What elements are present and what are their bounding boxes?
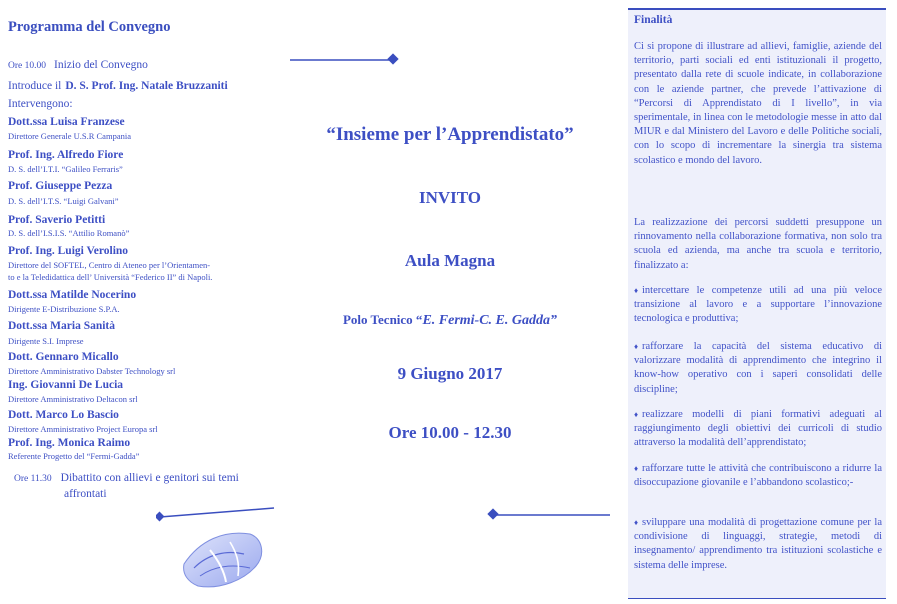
intro-prefix: Introduce il [8, 80, 62, 92]
goals-panel [628, 8, 886, 599]
diamond-icon: ♦ [634, 410, 639, 419]
diamond-icon: ♦ [634, 464, 639, 473]
school-title: E. Fermi-C. E. Gadda” [422, 313, 558, 328]
intro-row [8, 76, 228, 94]
event-title: “Insieme per l’Apprendistato” [326, 124, 574, 145]
speaker-name: Prof. Saverio Petitti [8, 214, 106, 226]
speaker-role: Referente Progetto del “Fermi-Gadda” [8, 451, 140, 461]
speaker-name: Prof. Ing. Alfredo Fiore [8, 149, 124, 161]
debate-text: Dibattito con allievi e genitori sui temi [60, 472, 239, 484]
bottom-decorative-rule [486, 508, 610, 522]
goal-text: rafforzare tutte le attività che contribuiscono a ridurre la disoccupazione giovanile e l’abbandono scolastico;- [634, 463, 882, 489]
speaker-role: Direttore Amministrativo Dabster Technology srl [8, 366, 176, 376]
goals-paragraph: La realizzazione dei percorsi suddetti presuppone un rinnovamento nella collaborazione formativa, non solo tra scuola ed azienda, ma anche tra scuola e territorio, finalizzato a: [634, 217, 882, 271]
invito-label: INVITO [418, 188, 482, 207]
goal-text: sviluppare una modalità di progettazione comune per la condivisione di linguaggi, strategie, metodi di insegnamento/ apprendimento tra istituzioni scolastiche e sistema delle imprese. [634, 517, 882, 571]
goal-bullet [628, 340, 882, 397]
goal-text: realizzare modelli di piani formativi adeguati al raggiungimento degli obiettivi dei curricoli di studio attraverso la modalità dell’apprendistato; [634, 409, 882, 449]
diamond-icon: ♦ [634, 518, 639, 527]
speaker-role: D. S. dell’I.T.I. “Galileo Ferraris” [8, 164, 123, 174]
speaker-name: Ing. Giovanni De Lucia [8, 379, 124, 391]
speaker-role: Direttore Amministrativo Project Europa srl [8, 424, 158, 434]
speaker-name: Prof. Ing. Monica Raimo [8, 437, 131, 449]
speaker-role: Direttore Amministrativo Deltacon srl [8, 394, 138, 404]
speaker-role: Dirigente E-Distribuzione S.P.A. [8, 304, 120, 314]
speaker-role: D. S. dell’I.S.I.S. “Attilio Romanò” [8, 228, 130, 238]
goals-heading: Finalità [634, 14, 673, 26]
event-date: 9 Giugno 2017 [397, 364, 503, 383]
goal-bullet [628, 284, 882, 327]
top-decorative-rule [290, 52, 402, 66]
speaker-role-cont: to e la Teledidattica dell’ Università “Federico II” di Napoli. [8, 272, 213, 282]
speaker-name: Prof. Ing. Luigi Verolino [8, 245, 129, 257]
speaker-name: Dott. Marco Lo Bascio [8, 409, 119, 421]
speaker-name: Prof. Giuseppe Pezza [8, 180, 113, 192]
goal-bullet [628, 408, 882, 451]
school-prefix: Polo Tecnico “ [342, 312, 423, 327]
diamond-icon: ♦ [634, 286, 639, 295]
start-label: Inizio del Convegno [54, 59, 148, 71]
venue-label: Aula Magna [404, 251, 496, 270]
goal-text: rafforzare la capacità del sistema educativo di valorizzare modalità di apprendimento che integrino il know-how operativo con i saperi consolidati delle discipline; [634, 341, 882, 395]
speaker-name: Dott.ssa Maria Sanità [8, 320, 116, 332]
invitation-column [290, 0, 610, 604]
handshake-illustration-icon [180, 520, 268, 592]
speaker-name: Dott. Gennaro Micallo [8, 351, 119, 363]
start-time: Ore 10.00 [8, 61, 46, 71]
speakers-label: Intervengono: [8, 98, 73, 110]
start-row [8, 55, 148, 73]
speaker-role: Direttore Generale U.S.R Campania [8, 131, 131, 141]
speaker-role: Dirigente S.I. Imprese [8, 336, 84, 346]
debate-time: Ore 11.30 [14, 474, 52, 484]
diamond-icon: ♦ [634, 342, 639, 351]
goal-bullet [628, 516, 882, 573]
program-heading: Programma del Convegno [8, 19, 171, 35]
goals-paragraph: Ci si propone di illustrare ad allievi, famiglie, aziende del territorio, parti sociali ed enti istituzionali il progetto, presentato dalla rete di scuole indicate, in collaborazione con le aziende partner, che prevede l’attivazione di “Percorsi di Apprendistato di I livello”, in via sperimentale, in linea con le metodologie messe in atto dal MIUR e dal Ministero del Lavoro e delle Politiche sociali, con lo scopo di incrementare la sinergia tra sistema scolastico e mondo del lavoro. [634, 41, 882, 166]
speaker-role: D. S. dell’I.T.S. “Luigi Galvani” [8, 196, 119, 206]
speaker-name: Dott.ssa Matilde Nocerino [8, 289, 137, 301]
school-name [290, 312, 610, 329]
goal-text: intercettare le competenze utili ad una più veloce transizione al lavoro e a supportare l’innovazione tecnologica e produttiva; [634, 285, 882, 325]
debate-row [14, 468, 239, 486]
goals-column [628, 0, 890, 604]
intro-name: D. S. Prof. Ing. Natale Bruzzaniti [65, 80, 228, 92]
speaker-role: Direttore del SOFTEL, Centro di Ateneo per l’Orientamen- [8, 260, 211, 270]
event-time: Ore 10.00 - 12.30 [388, 423, 512, 442]
program-column [8, 0, 288, 604]
goal-bullet [628, 462, 882, 490]
speaker-name: Dott.ssa Luisa Franzese [8, 116, 125, 128]
debate-text-cont: affrontati [64, 488, 107, 500]
